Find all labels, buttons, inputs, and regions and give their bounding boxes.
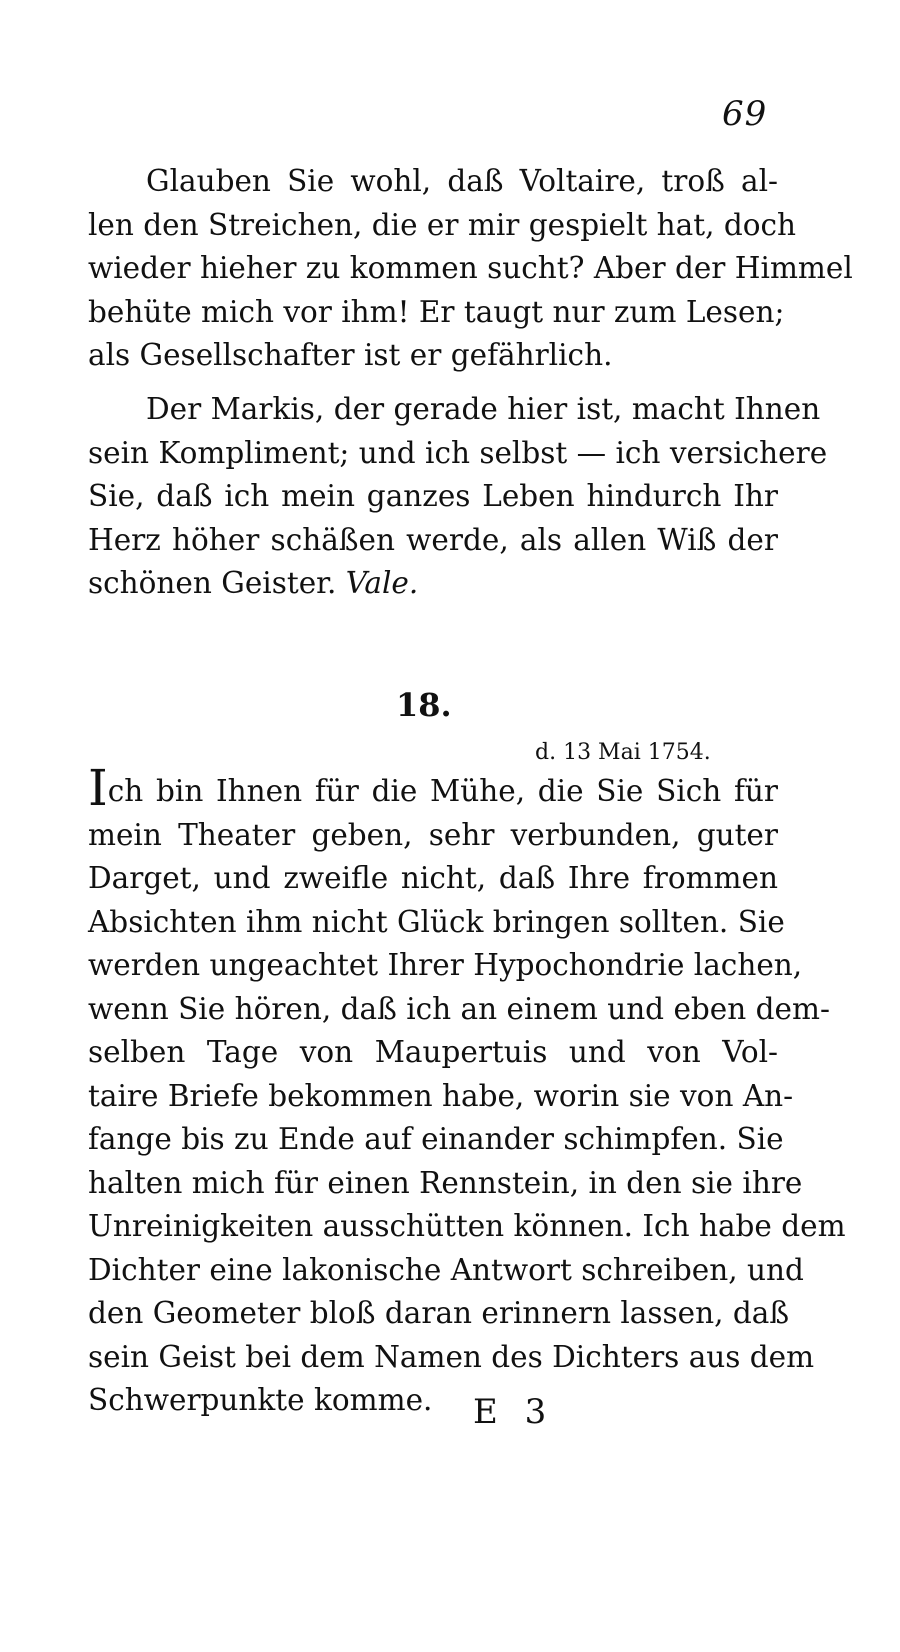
signature-mark: E 3: [473, 1392, 555, 1432]
text-line: Absichten ihm nicht Glück bringen sollten. Sie: [88, 904, 785, 939]
text-line: Dichter eine lakonische Antwort schreiben, und: [88, 1252, 804, 1287]
letter-date: d. 13 Mai 1754.: [535, 740, 711, 765]
paragraph-voltaire: [88, 160, 853, 378]
closing-vale: Vale.: [345, 566, 419, 600]
text-line: mein Theater geben, sehr verbunden, guter: [88, 817, 778, 852]
text-line: wieder hieher zu kommen sucht? Aber der Himmel: [88, 251, 853, 285]
text-line: sein Geist bei dem Namen des Dichters aus dem: [88, 1339, 815, 1374]
text-line: selben Tage von Maupertuis und von Vol-: [88, 1035, 778, 1069]
text-line: Unreinigkeiten ausschütten können. Ich habe dem: [88, 1209, 846, 1243]
letter-body: [88, 759, 846, 1423]
text-line: Glauben Sie wohl, daß Voltaire, troß al-: [146, 164, 778, 198]
drop-cap: I: [88, 759, 108, 817]
text-line: Sie, daß ich mein ganzes Leben hindurch Ihr: [88, 479, 778, 513]
text-line: fange bis zu Ende auf einander schimpfen. Sie: [88, 1122, 784, 1156]
letter-number: 18.: [396, 686, 452, 724]
text-line: behüte mich vor ihm! Er taugt nur zum Lesen;: [88, 294, 785, 329]
text-line: den Geometer bloß daran erinnern lassen, daß: [88, 1296, 790, 1330]
text-line: Darget, und zweifle nicht, daß Ihre frommen: [88, 861, 778, 895]
text-line: sein Kompliment; und ich selbst — ich versichere: [88, 435, 828, 470]
text-line: wenn Sie hören, daß ich an einem und eben dem-: [88, 991, 830, 1026]
text-line: taire Briefe bekommen habe, worin sie von An-: [88, 1078, 794, 1113]
text-line: Der Markis, der gerade hier ist, macht Ihnen: [146, 392, 821, 426]
text-line: Herz höher schäßen werde, als allen Wiß der: [88, 522, 778, 557]
text-line: als Gesellschafter ist er gefährlich.: [88, 338, 613, 372]
page-number: 69: [722, 94, 768, 134]
text-line: ch bin Ihnen für die Mühe, die Sie Sich für: [107, 774, 778, 808]
text-line: len den Streichen, die er mir gespielt hat, doch: [88, 207, 797, 242]
text-line: werden ungeachtet Ihrer Hypochondrie lachen,: [88, 948, 803, 982]
text-line: Schwerpunkte komme.: [88, 1383, 433, 1417]
text-line: schönen Geister.: [88, 566, 337, 600]
text-line-first: [88, 759, 778, 817]
text-line-with-closing: [88, 562, 778, 606]
text-line: halten mich für einen Rennstein, in den sie ihre: [88, 1165, 803, 1200]
paragraph-markis: [88, 388, 828, 606]
